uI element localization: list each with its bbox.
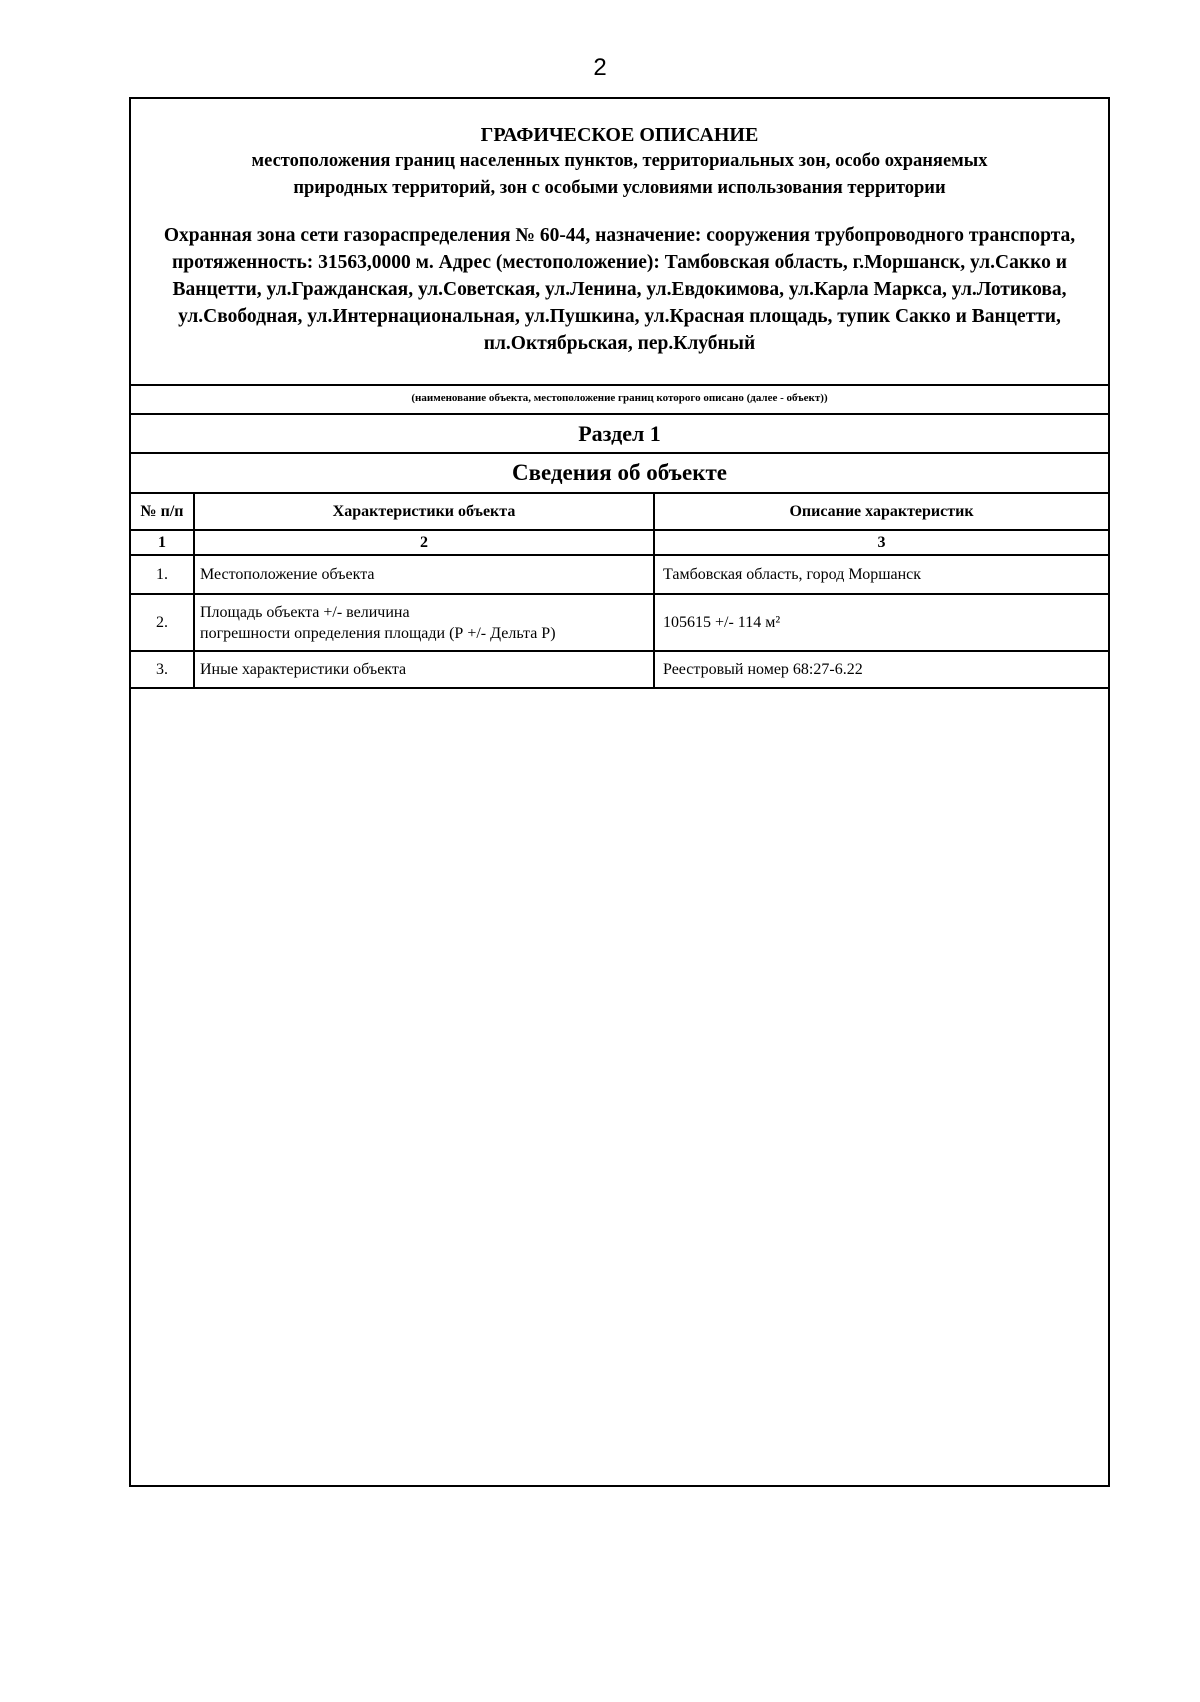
row-characteristic: [194, 594, 654, 651]
row-characteristic-line-2: погрешности определения площади (Р +/- Дельта Р): [200, 624, 556, 642]
column-number-3: 3: [654, 530, 1108, 555]
row-number: 1.: [131, 555, 194, 594]
object-info-table: [131, 494, 1108, 689]
table-header-row: [131, 494, 1108, 530]
row-characteristic-line-1: Площадь объекта +/- величина: [200, 603, 410, 621]
row-number: 3.: [131, 651, 194, 688]
object-name-caption: (наименование объекта, местоположение границ которого описано (далее - объект)): [131, 386, 1108, 415]
header-cell-number: № п/п: [131, 494, 194, 530]
row-description: Тамбовская область, город Моршанск: [654, 555, 1108, 594]
table-row: [131, 651, 1108, 688]
row-characteristic: Местоположение объекта: [194, 555, 654, 594]
document-subtitle-line-1: местоположения границ населенных пунктов, территориальных зон, особо охраняемых: [251, 151, 988, 171]
column-number-1: 1: [131, 530, 194, 555]
table-row: [131, 594, 1108, 651]
header-block: [131, 99, 1108, 386]
header-cell-characteristics: Характеристики объекта: [194, 494, 654, 530]
row-description: Реестровый номер 68:27-6.22: [654, 651, 1108, 688]
object-name: Охранная зона сети газораспределения № 60-44, назначение: сооружения трубопроводного транспорта, протяженность: 31563,0000 м. Адрес (местоположение): Тамбовская область, г.Моршанск, ул.Сакко и Ванцетти, ул.Гражданская, ул.Советская, ул.Ленина, ул.Евдокимова, ул.Карла Маркса, ул.Лотикова, ул.Свободная, ул.Интернациональная, ул.Пушкина, ул.Красная площадь, тупик Сакко и Ванцетти, пл.Октябрьская, пер.Клубный: [163, 225, 1076, 354]
page-number: 2: [593, 54, 607, 81]
column-number-row: [131, 530, 1108, 555]
column-number-2: 2: [194, 530, 654, 555]
table-row: [131, 555, 1108, 594]
row-description: 105615 +/- 114 м²: [654, 594, 1108, 651]
section-title: Раздел 1: [131, 415, 1108, 454]
document-frame: [129, 97, 1110, 1487]
row-characteristic: Иные характеристики объекта: [194, 651, 654, 688]
row-number: 2.: [131, 594, 194, 651]
header-cell-description: Описание характеристик: [654, 494, 1108, 530]
section-subtitle: Сведения об объекте: [131, 454, 1108, 494]
document-subtitle-line-2: природных территорий, зон с особыми условиями использования территории: [293, 178, 946, 198]
document-title: ГРАФИЧЕСКОЕ ОПИСАНИЕ: [480, 124, 759, 146]
